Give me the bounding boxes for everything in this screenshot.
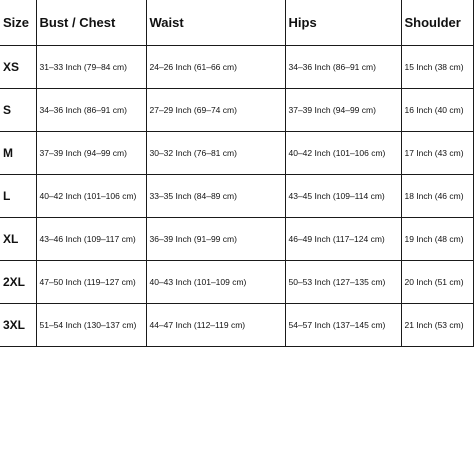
- bust-cell: 31–33 Inch (79–84 cm): [36, 46, 146, 89]
- bust-cell: 37–39 Inch (94–99 cm): [36, 132, 146, 175]
- shoulder-cell: 20 Inch (51 cm): [401, 261, 473, 304]
- bust-cell: 34–36 Inch (86–91 cm): [36, 89, 146, 132]
- table-row: [0, 261, 473, 304]
- header-bust-chest: Bust / Chest: [36, 0, 146, 46]
- hips-cell: 43–45 Inch (109–114 cm): [285, 175, 401, 218]
- size-label: XL: [0, 218, 36, 261]
- size-label: S: [0, 89, 36, 132]
- shoulder-cell: 21 Inch (53 cm): [401, 304, 473, 347]
- header-shoulder: Shoulder: [401, 0, 473, 46]
- size-label: 2XL: [0, 261, 36, 304]
- bust-cell: 40–42 Inch (101–106 cm): [36, 175, 146, 218]
- shoulder-cell: 15 Inch (38 cm): [401, 46, 473, 89]
- table-row: [0, 46, 473, 89]
- table-row: [0, 175, 473, 218]
- waist-cell: 33–35 Inch (84–89 cm): [146, 175, 285, 218]
- hips-cell: 37–39 Inch (94–99 cm): [285, 89, 401, 132]
- waist-cell: 30–32 Inch (76–81 cm): [146, 132, 285, 175]
- waist-cell: 24–26 Inch (61–66 cm): [146, 46, 285, 89]
- size-label: M: [0, 132, 36, 175]
- header-row: [0, 0, 473, 46]
- size-label: L: [0, 175, 36, 218]
- waist-cell: 40–43 Inch (101–109 cm): [146, 261, 285, 304]
- bust-cell: 43–46 Inch (109–117 cm): [36, 218, 146, 261]
- size-label: XS: [0, 46, 36, 89]
- hips-cell: 54–57 Inch (137–145 cm): [285, 304, 401, 347]
- header-hips: Hips: [285, 0, 401, 46]
- hips-cell: 34–36 Inch (86–91 cm): [285, 46, 401, 89]
- shoulder-cell: 19 Inch (48 cm): [401, 218, 473, 261]
- waist-cell: 44–47 Inch (112–119 cm): [146, 304, 285, 347]
- size-label: 3XL: [0, 304, 36, 347]
- bust-cell: 47–50 Inch (119–127 cm): [36, 261, 146, 304]
- shoulder-cell: 18 Inch (46 cm): [401, 175, 473, 218]
- table-row: [0, 132, 473, 175]
- header-size: Size: [0, 0, 36, 46]
- hips-cell: 50–53 Inch (127–135 cm): [285, 261, 401, 304]
- table-row: [0, 89, 473, 132]
- shoulder-cell: 16 Inch (40 cm): [401, 89, 473, 132]
- table-row: [0, 304, 473, 347]
- header-waist: Waist: [146, 0, 285, 46]
- table-row: [0, 218, 473, 261]
- waist-cell: 36–39 Inch (91–99 cm): [146, 218, 285, 261]
- bust-cell: 51–54 Inch (130–137 cm): [36, 304, 146, 347]
- hips-cell: 46–49 Inch (117–124 cm): [285, 218, 401, 261]
- shoulder-cell: 17 Inch (43 cm): [401, 132, 473, 175]
- waist-cell: 27–29 Inch (69–74 cm): [146, 89, 285, 132]
- hips-cell: 40–42 Inch (101–106 cm): [285, 132, 401, 175]
